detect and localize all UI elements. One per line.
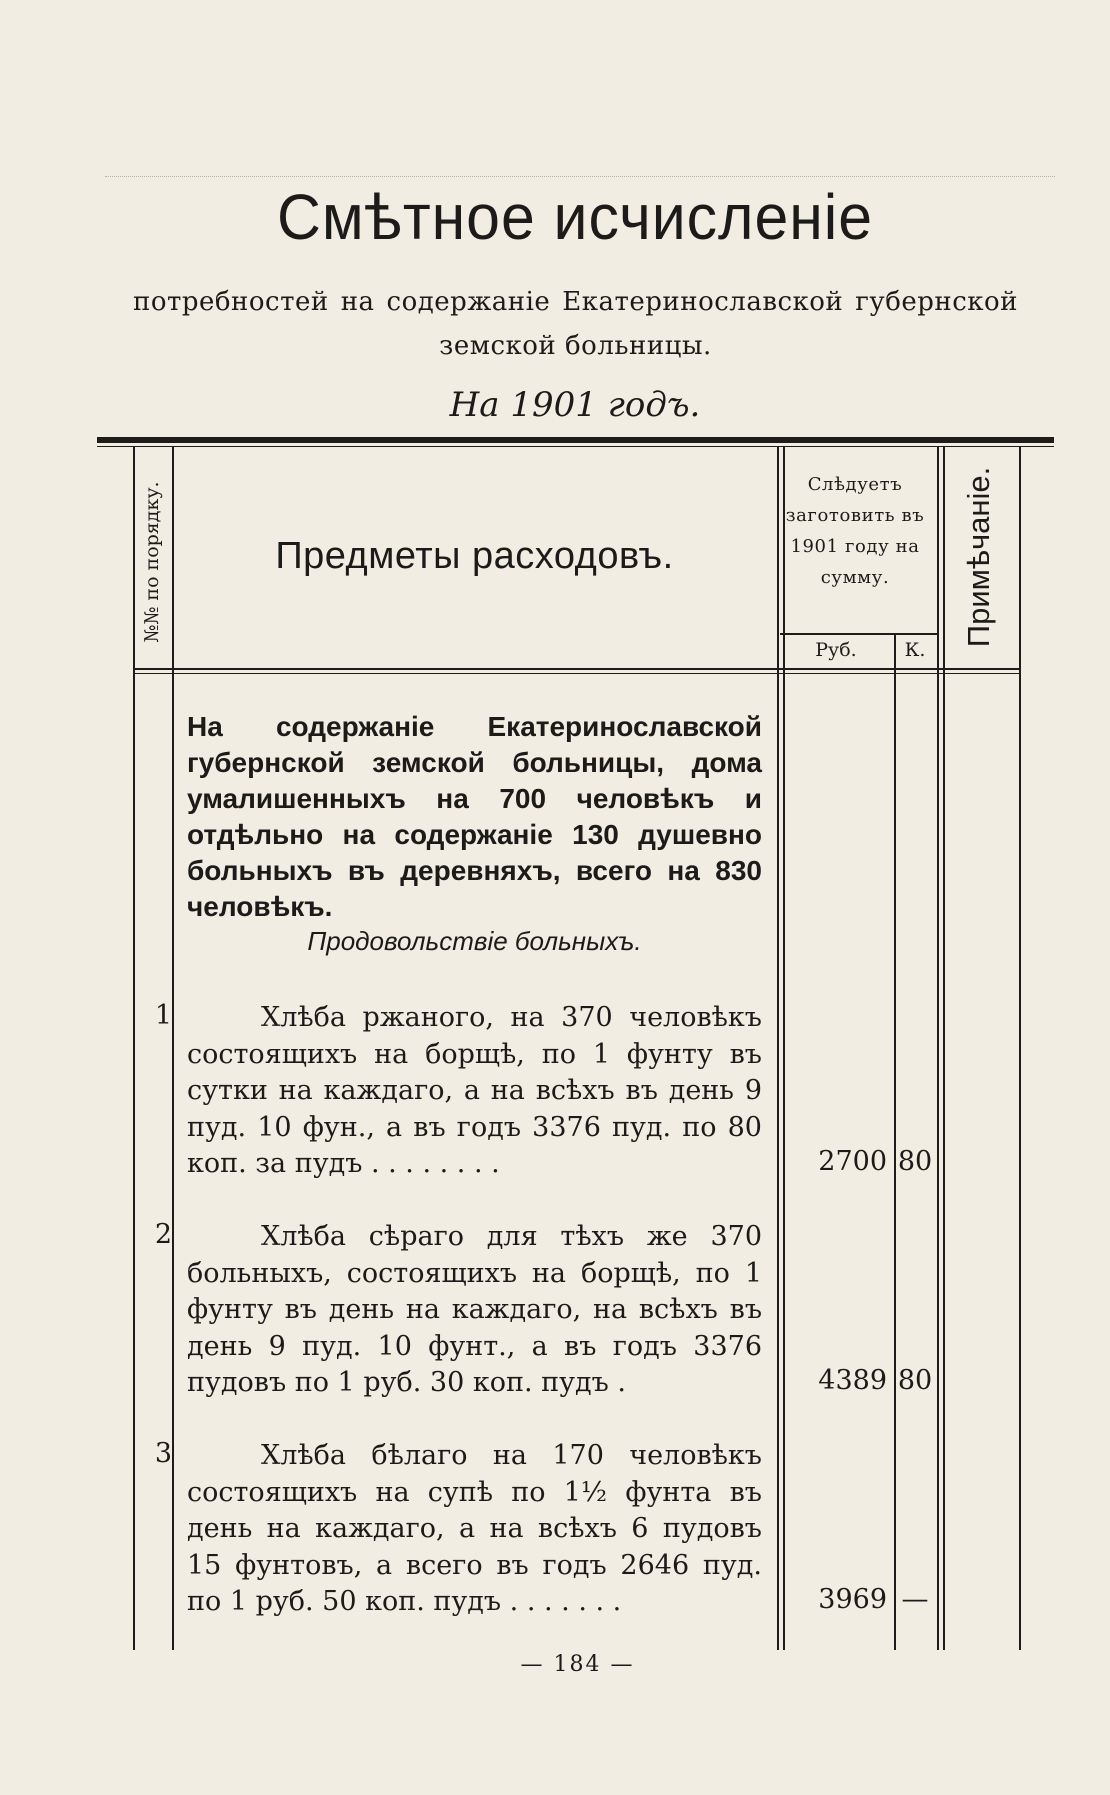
col-divider — [783, 447, 785, 1650]
row-number: 2 — [154, 1219, 172, 1250]
amount-subheader-rule — [780, 633, 937, 635]
col-divider — [894, 634, 896, 1650]
header-bottom-rule — [133, 668, 1021, 670]
row-amount-rub: 3969 — [818, 1584, 887, 1615]
col-divider — [943, 447, 945, 1650]
section-title: Продовольствіе больныхъ. — [307, 926, 642, 956]
page-number: — 184 — — [520, 1652, 635, 1677]
header-num-col: №№ по порядку. — [141, 481, 163, 643]
col-divider — [777, 447, 779, 1650]
top-dotted-rule — [105, 176, 1055, 177]
document-title: Смѣтное исчисленіе — [277, 181, 873, 253]
document-subtitle: потребностей на содержаніе Екатеринославской губернской земской больницы. — [133, 287, 1018, 361]
budget-year: На 1901 годъ. — [449, 385, 701, 425]
row-text: Хлѣба бѣлаго на 170 человѣкъ состоящихъ на супѣ по 1½ фунта въ день на каждаго, а на всѣхъ 6 пудовъ 15 фунтовъ, а всего въ годъ 2646 пуд. по 1 руб. 50 коп. пудъ . . . . . . . — [187, 1440, 762, 1617]
row-amount-kop: 80 — [897, 1146, 933, 1177]
col-divider — [1019, 447, 1021, 1650]
row-amount-rub: 2700 — [818, 1146, 887, 1177]
header-rub: Руб. — [815, 639, 857, 661]
header-bottom-rule-thin — [133, 673, 1021, 674]
header-note-col: Примѣчаніе. — [961, 466, 996, 648]
budget-table — [97, 447, 1054, 1650]
header-rule-thick — [97, 437, 1054, 443]
row-text: Хлѣба сѣраго для тѣхъ же 370 больныхъ, состоящихъ на борщѣ, по 1 фунту въ день на каждаго, на всѣхъ въ день 9 пуд. 10 фунт., а въ годъ 3376 пудовъ по 1 руб. 30 коп. пудъ . — [187, 1221, 762, 1398]
row-amount-rub: 4389 — [818, 1365, 887, 1396]
row-text: Хлѣба ржаного, на 370 человѣкъ состоящихъ на борщѣ, по 1 фунту въ сутки на каждаго, а на всѣхъ въ день 9 пуд. 10 фун., а въ годъ 3376 пуд. по 80 коп. за пудъ . . . . . . . . — [187, 1002, 762, 1179]
intro-paragraph: На содержаніе Екатеринославской губернской земской больницы, дома умалишенныхъ на 700 человѣкъ и отдѣльно на содержаніе 130 душевно больныхъ въ деревняхъ, всего на 830 человѣкъ. — [187, 711, 762, 922]
header-amount-col: Слѣдуетъ заготовить въ 1901 году на сумму. — [785, 474, 925, 588]
header-kop: К. — [904, 639, 926, 661]
col-divider — [172, 447, 174, 1650]
header-items-col: Предметы расходовъ. — [275, 535, 674, 577]
row-amount-kop: — — [901, 1584, 929, 1615]
row-number: 3 — [154, 1438, 172, 1469]
row-number: 1 — [154, 1000, 172, 1031]
row-amount-kop: 80 — [897, 1365, 933, 1396]
col-divider — [937, 447, 939, 1650]
